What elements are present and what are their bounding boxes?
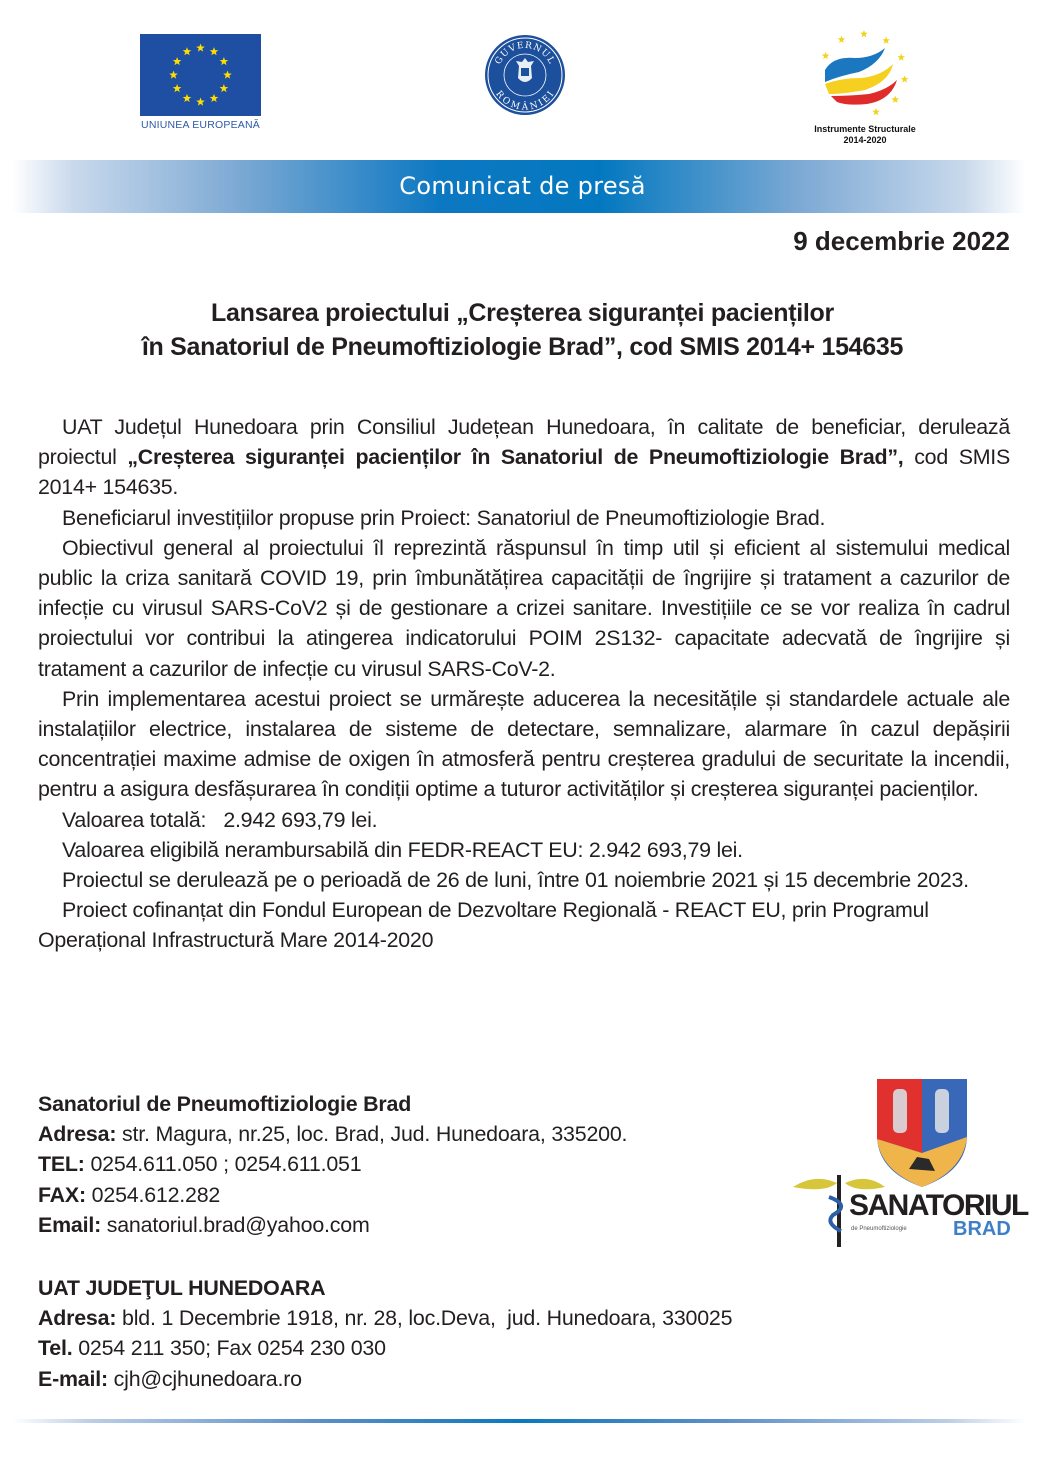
email-label: Email: (38, 1212, 101, 1237)
sanatoriul-logo-subtext: de Pneumoftiziologie (851, 1226, 907, 1232)
contact-address (38, 1119, 627, 1149)
phone-value: 0254 211 350; Fax 0254 230 030 (72, 1336, 386, 1361)
paragraph-duration: Proiectul se derulează pe o perioadă de 26 de luni, între 01 noiembrie 2021 și 15 decembrie 2023. (62, 868, 969, 893)
star-icon (183, 94, 192, 102)
title-line-2: în Sanatoriul de Pneumoftiziologie Brad”, cod SMIS 2014+ 154635 (141, 333, 904, 361)
star-icon (173, 84, 182, 92)
star-icon (196, 44, 205, 52)
contact-phone (38, 1333, 732, 1363)
fax-label: FAX: (38, 1182, 86, 1207)
star-icon (210, 94, 219, 102)
fax-value: 0254.612.282 (85, 1182, 221, 1207)
eu-flag-logo (140, 34, 261, 116)
star-icon (822, 52, 830, 59)
title-line-1: Lansarea proiectului „Creșterea siguranței pacienților (211, 299, 834, 327)
instrumente-structurale-logo (815, 30, 915, 122)
press-release-body (38, 412, 1010, 956)
star-icon (897, 53, 905, 60)
paragraph-eligible-value: Valoarea eligibilă nerambursabilă din FEDR-REACT EU: 2.942 693,79 lei. (62, 837, 743, 862)
star-icon (220, 84, 229, 92)
address-value: bld. 1 Decembrie 1918, nr. 28, loc.Deva, jud. Hunedoara, 330025 (116, 1306, 733, 1331)
email-link[interactable]: cjh@cjhunedoara.ro (107, 1366, 302, 1391)
text: cod SMIS 2014+ 154635. (38, 445, 1011, 500)
release-date: 9 decembrie 2022 (793, 226, 1010, 256)
is-logo-label-line1: Instrumente Structurale (814, 124, 916, 134)
address-value: str. Magura, nr.25, loc. Brad, Jud. Hunedoara, 335200. (116, 1122, 628, 1147)
is-logo-label-line2: 2014-2020 (843, 135, 887, 145)
star-icon (901, 75, 909, 82)
contact-fax (38, 1180, 627, 1210)
star-icon (220, 57, 229, 65)
project-name: „Creșterea siguranței pacienților în Sanatoriul de Pneumoftiziologie Brad”, (127, 445, 904, 470)
contact-address (38, 1303, 732, 1333)
phone-label: Tel. (38, 1336, 73, 1361)
is-logo-label (790, 124, 940, 146)
star-icon (183, 47, 192, 55)
gov-logo-bottom-text: ROMÂNIEI (493, 89, 557, 113)
contact-name: Sanatoriul de Pneumoftiziologie Brad (38, 1092, 412, 1116)
contact-email (38, 1210, 627, 1240)
paragraph-cofinancing: Proiect cofinanțat din Fondul European de Dezvoltare Regională - REACT EU, prin Programul Operațional Infrastructură Mare 2014-2020 (38, 898, 929, 953)
phone-label: TEL: (38, 1152, 85, 1177)
phone-value: 0254.611.050 ; 0254.611.051 (84, 1152, 362, 1177)
star-icon (882, 37, 890, 44)
eu-stars-icon (140, 34, 261, 116)
government-of-romania-logo (484, 34, 566, 116)
address-label: Adresa: (38, 1122, 117, 1147)
gov-logo-top-text: GUVERNUL (493, 40, 557, 67)
paragraph-objective: Obiectivul general al proiectului îl reprezintă răspunsul în timp util și eficient al sistemului medical public la criza sanitară COVID 19, prin îmbunătățirea capacității de îngrijire și tratament a cazurilor de infecție cu virusul SARS-CoV2 și de gestionare a crizei sanitare. Investițiile ce se vor realiza în cadrul proiectului vor contribui la atingerea indicatorului POIM 2S132- capacitate adecvată de îngrijire și tratament a cazurilor de infecție cu virusul SARS-CoV-2. (38, 535, 1010, 681)
paragraph-beneficiary (38, 412, 1010, 503)
paragraph-investment-beneficiary: Beneficiarul investițiilor propuse prin Proiect: Sanatoriul de Pneumoftiziologie Brad. (62, 505, 826, 530)
footer-divider (12, 1419, 1026, 1423)
banner-title: Comunicat de presă (399, 172, 646, 200)
star-icon (860, 30, 868, 37)
star-icon (872, 108, 880, 115)
contact-sanatoriu (38, 1089, 627, 1240)
star-icon (223, 71, 232, 79)
star-icon (173, 57, 182, 65)
text: UAT Județul Hunedoara prin Consiliul Județean Hunedoara, în calitate de beneficiar, derulează proiectul (38, 415, 1010, 470)
contact-phone (38, 1149, 627, 1179)
star-icon (196, 98, 205, 106)
contact-email (38, 1364, 732, 1394)
star-icon (169, 71, 178, 79)
hunedoara-coat-of-arms-icon (877, 1079, 967, 1187)
star-icon (838, 36, 846, 43)
paragraph-implementation: Prin implementarea acestui proiect se urmărește aducerea la necesitățile și standardele actuale ale instalațiilor electrice, instalarea de sisteme de detectare, semnalizare, alarmare în cazul depășirii concentrației maxime admise de oxigen în atmosferă pentru creșterea gradului de securitate la incendii, pentru a asigura desfășurarea în condiții optime a tuturor activităților și creșterea siguranței pacienților. (38, 686, 1010, 802)
sanatoriul-brad-logo (785, 1075, 1028, 1250)
sanatoriul-logo-brad: BRAD (953, 1218, 1011, 1240)
press-release-title (0, 296, 1045, 364)
paragraph-total-value: Valoarea totală: 2.942 693,79 lei. (62, 807, 378, 832)
contact-uat-hunedoara (38, 1273, 732, 1394)
star-icon (891, 96, 899, 103)
email-label: E-mail: (38, 1366, 108, 1391)
eu-logo-label: UNIUNEA EUROPEANĂ (141, 119, 260, 131)
contact-name: UAT JUDEŢUL HUNEDOARA (38, 1276, 326, 1300)
email-link[interactable]: sanatoriul.brad@yahoo.com (101, 1212, 370, 1237)
sanatoriul-logo-text: SANATORIUL (849, 1189, 1028, 1222)
coat-of-arms-icon (516, 58, 534, 82)
address-label: Adresa: (38, 1306, 117, 1331)
star-icon (210, 47, 219, 55)
